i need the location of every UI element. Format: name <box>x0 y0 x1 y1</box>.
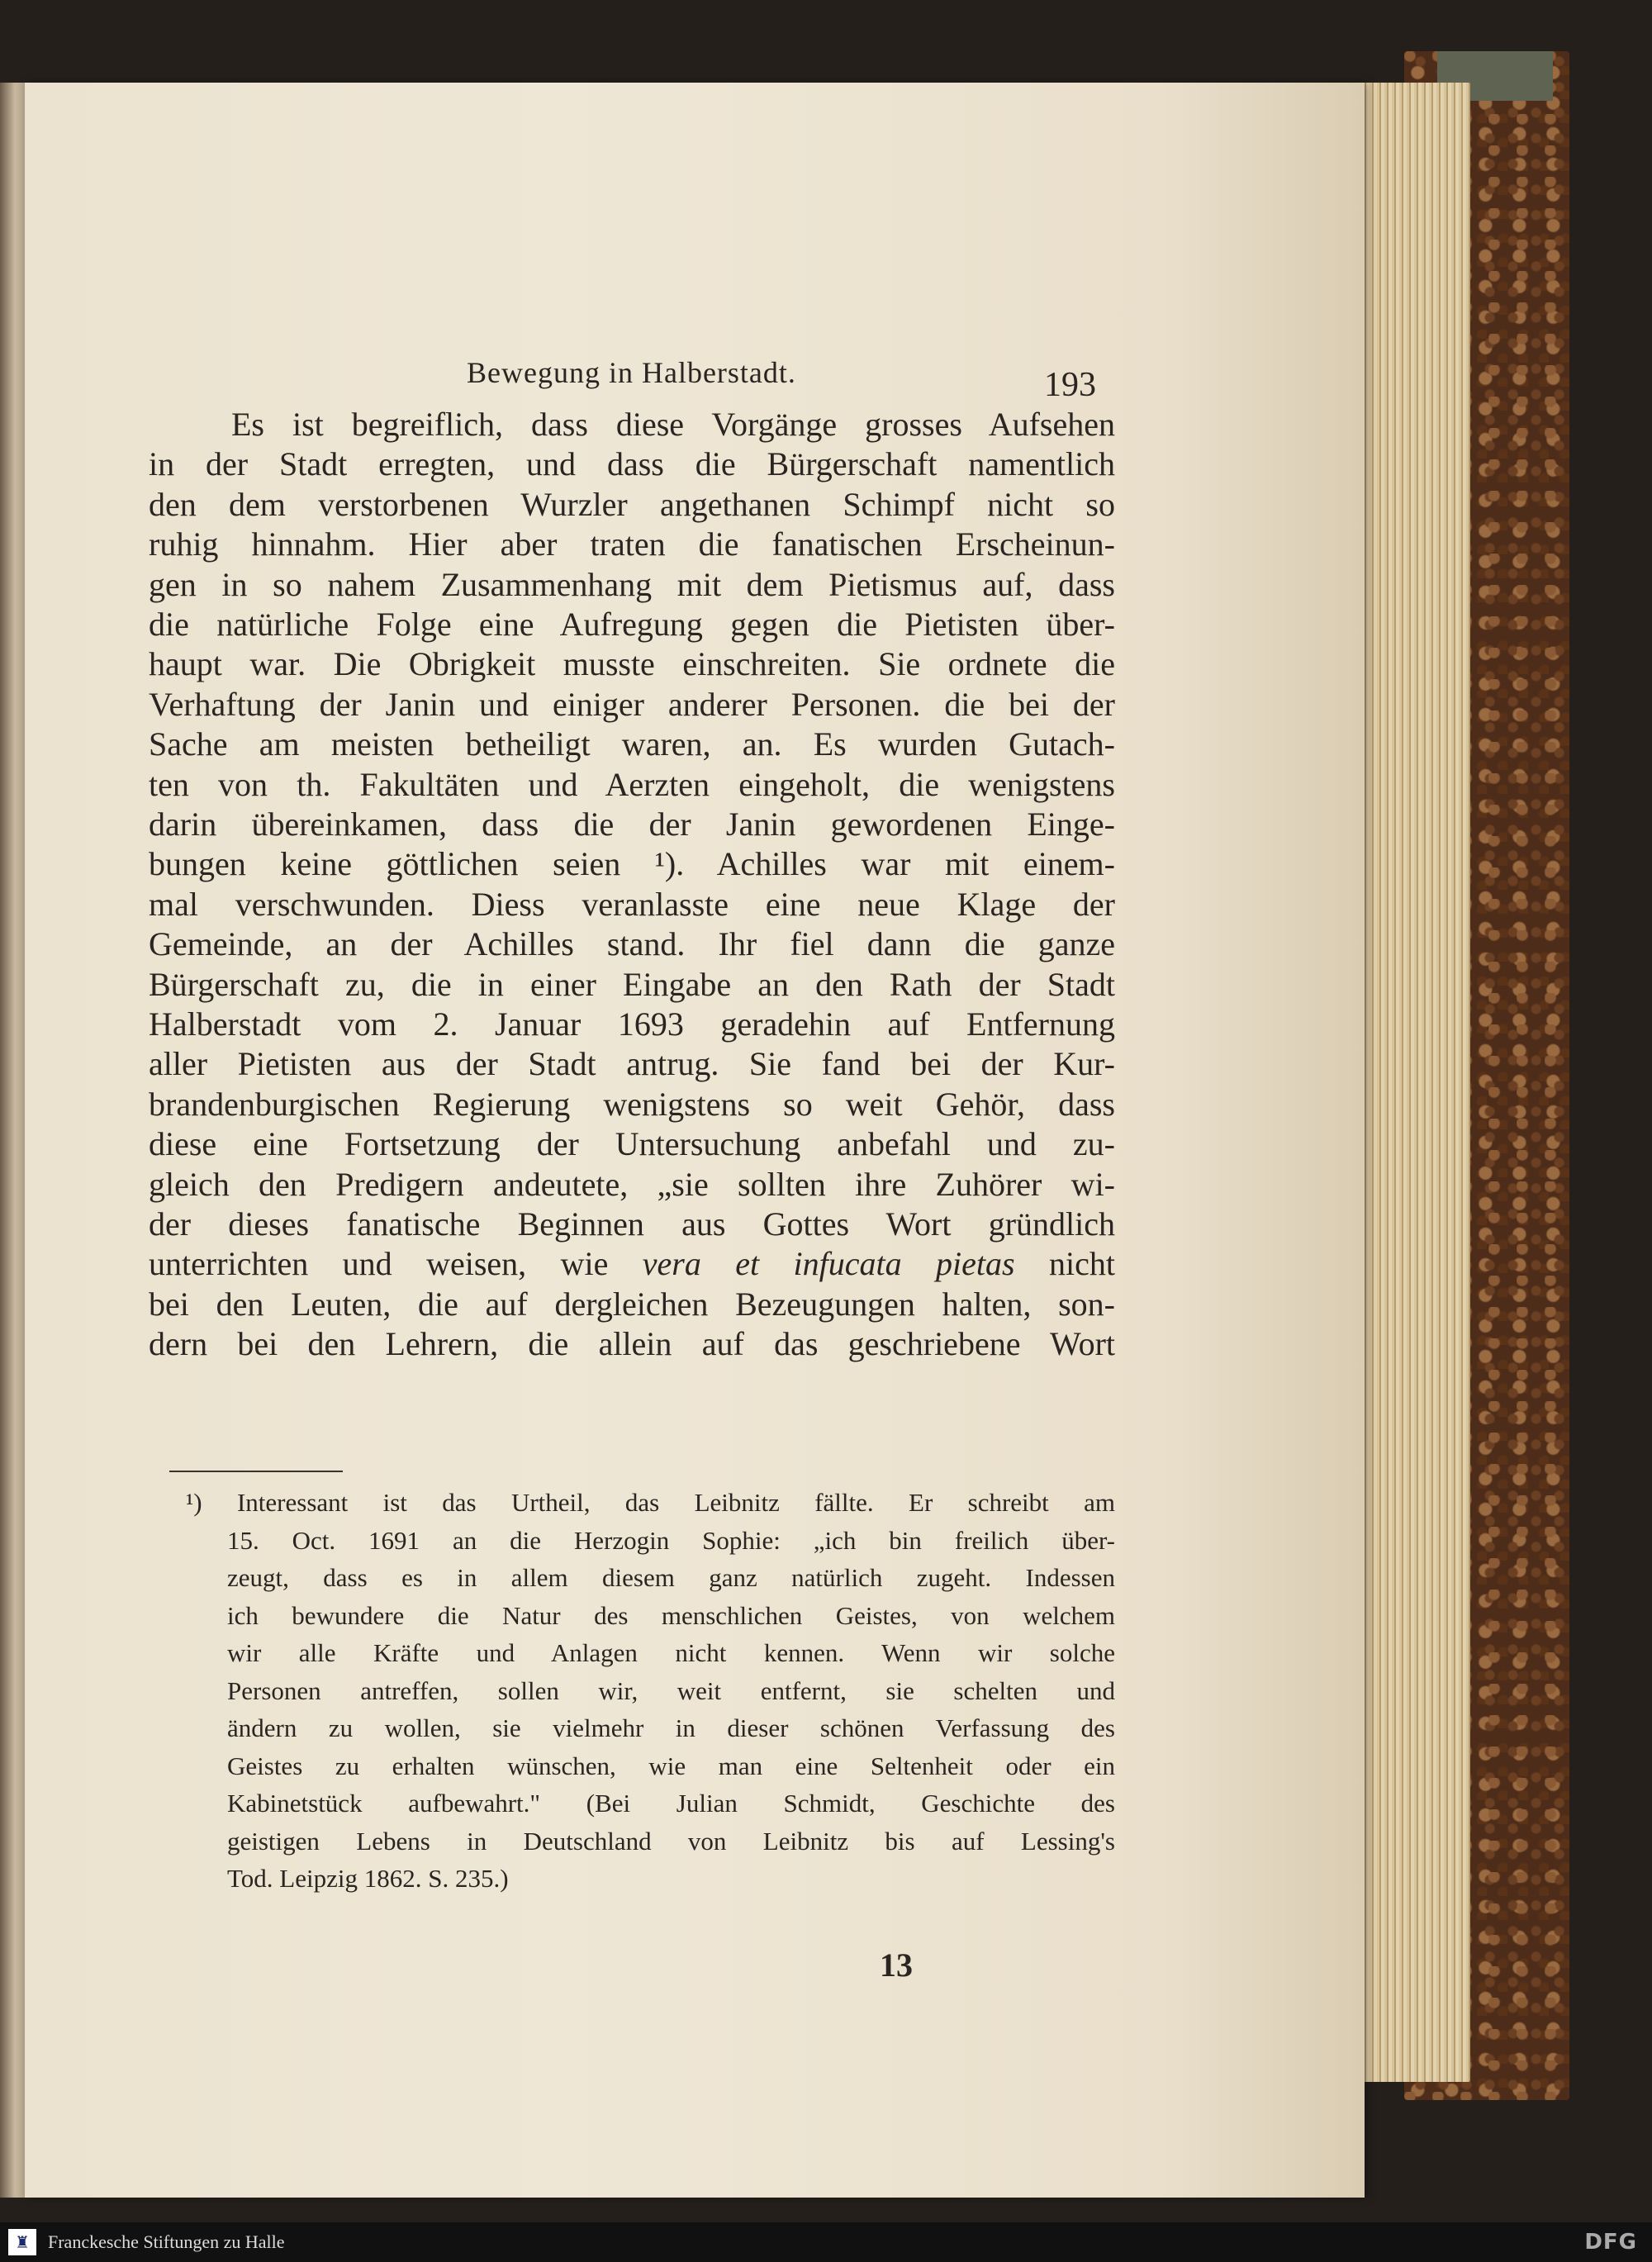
page-number: 193 <box>1044 366 1096 404</box>
book-page <box>25 83 1365 2198</box>
body-line: Sache am meisten betheiligt waren, an. Es wurden Gutach- <box>149 725 1115 763</box>
page-edges <box>1355 83 1470 2082</box>
body-line: die natürliche Folge eine Aufregung gegen die Pietisten über- <box>149 606 1115 643</box>
latin-phrase: vera et infucata pietas <box>642 1245 1015 1282</box>
running-head <box>25 355 1365 405</box>
body-line: darin übereinkamen, dass die der Janin gewordenen Einge- <box>149 805 1115 843</box>
body-line: Halberstadt vom 2. Januar 1693 geradehin auf Entfernung <box>149 1005 1115 1043</box>
footnote-line: Kabinetstück aufbewahrt." (Bei Julian Schmidt, Geschichte des <box>227 1789 1115 1818</box>
footnote-rule <box>169 1471 343 1472</box>
footnote-line: ich bewundere die Natur des menschlichen Geistes, von welchem <box>227 1601 1115 1630</box>
body-line: aller Pietisten aus der Stadt antrug. Sie fand bei der Kur- <box>149 1045 1115 1082</box>
body-line: bungen keine göttlichen seien ¹). Achilles war mit einem- <box>149 845 1115 882</box>
body-line: brandenburgischen Regierung wenigstens so weit Gehör, dass <box>149 1086 1115 1123</box>
footnote-line: zeugt, dass es in allem diesem ganz natürlich zugeht. Indessen <box>227 1563 1115 1592</box>
footnote-line: wir alle Kräfte und Anlagen nicht kennen. Wenn wir solche <box>227 1638 1115 1667</box>
footnote-line: geistigen Lebens in Deutschland von Leibnitz bis auf Lessing's <box>227 1827 1115 1856</box>
footnote-line: Geistes zu erhalten wünschen, wie man eine Seltenheit oder ein <box>227 1751 1115 1780</box>
footnote-line: ¹) Interessant ist das Urtheil, das Leibnitz fällte. Er schreibt am <box>186 1488 1115 1517</box>
body-line: gen in so nahem Zusammenhang mit dem Pietismus auf, dass <box>149 566 1115 603</box>
running-title: Bewegung in Halberstadt. <box>467 356 796 389</box>
institution-logo-icon: ♜ <box>8 2229 36 2255</box>
body-line: ruhig hinnahm. Hier aber traten die fanatischen Erscheinun- <box>149 525 1115 563</box>
dfg-logo[interactable]: DFG <box>1584 2230 1637 2255</box>
viewer-footer <box>0 2222 1652 2262</box>
body-line: in der Stadt erregten, und dass die Bürgerschaft namentlich <box>149 445 1115 482</box>
body-line: Bürgerschaft zu, die in einer Eingabe an den Rath der Stadt <box>149 966 1115 1003</box>
body-line: gleich den Predigern andeutete, „sie sollten ihre Zuhörer wi- <box>149 1166 1115 1203</box>
left-page-edge <box>0 83 25 2198</box>
body-line: ten von th. Fakultäten und Aerzten eingeholt, die wenigstens <box>149 766 1115 803</box>
footnote-line: Personen antreffen, sollen wir, weit entfernt, sie schelten und <box>227 1676 1115 1705</box>
body-line: mal verschwunden. Diess veranlasste eine neue Klage der <box>149 886 1115 923</box>
footnote-line: Tod. Leipzig 1862. S. 235.) <box>227 1864 509 1893</box>
body-line: der dieses fanatische Beginnen aus Gottes Wort gründlich <box>149 1205 1115 1243</box>
body-line: den dem verstorbenen Wurzler angethanen Schimpf nicht so <box>149 486 1115 523</box>
body-line: Verhaftung der Janin und einiger anderer Personen. die bei der <box>149 686 1115 723</box>
body-line: Es ist begreiflich, dass diese Vorgänge grosses Aufsehen <box>231 406 1115 443</box>
body-line: unterrichten und weisen, wie vera et infucata pietas nicht <box>149 1245 1115 1282</box>
signature-mark: 13 <box>880 1946 913 1984</box>
body-line: bei den Leuten, die auf dergleichen Bezeugungen halten, son- <box>149 1285 1115 1323</box>
body-line: Gemeinde, an der Achilles stand. Ihr fiel dann die ganze <box>149 925 1115 962</box>
body-line: dern bei den Lehrern, die allein auf das geschriebene Wort <box>149 1325 1115 1362</box>
body-line: diese eine Fortsetzung der Untersuchung anbefahl und zu- <box>149 1125 1115 1162</box>
footnote-line: 15. Oct. 1691 an die Herzogin Sophie: „ich bin freilich über- <box>227 1526 1115 1555</box>
institution-name[interactable]: Franckesche Stiftungen zu Halle <box>48 2231 285 2252</box>
footnote-line: ändern zu wollen, sie vielmehr in dieser schönen Verfassung des <box>227 1713 1115 1742</box>
body-line: haupt war. Die Obrigkeit musste einschreiten. Sie ordnete die <box>149 645 1115 682</box>
